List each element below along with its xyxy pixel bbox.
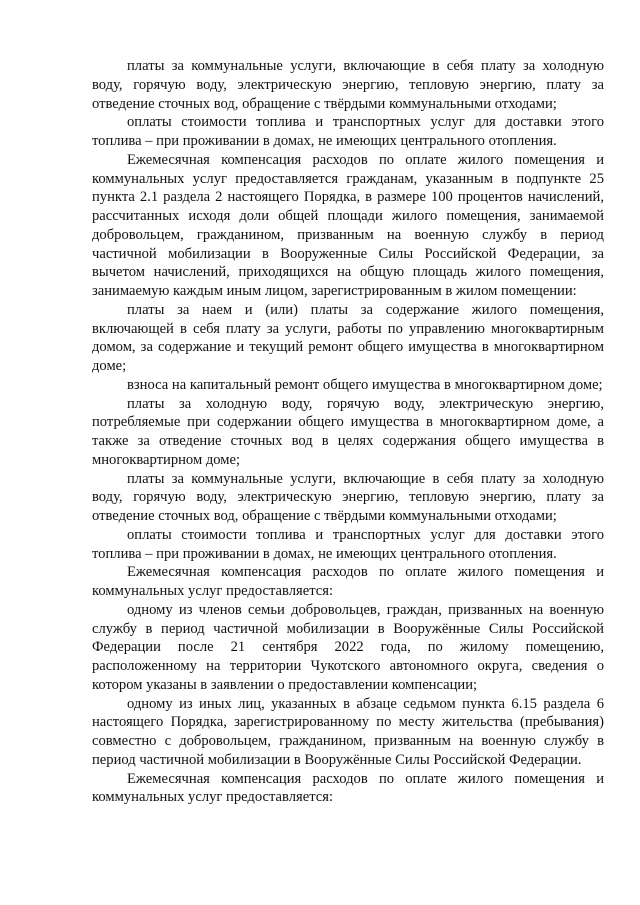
paragraph-utility-payments: платы за коммунальные услуги, включающие в себя плату за холодную воду, горячую воду, электрическую энергию, тепловую энергию, плату за отведение сточных вод, обращение с твёрдыми коммунальными отходами; <box>92 58 604 112</box>
paragraph-rent-maintenance: платы за наем и (или) платы за содержание жилого помещения, включающей в себя плату за услуги, работы по управлению многоквартирным домом, за содержание и текущий ремонт общего имущества в многоквартирном доме; <box>92 301 604 374</box>
paragraph-fuel-costs-2: оплаты стоимости топлива и транспортных услуг для доставки этого топлива – при проживании в домах, не имеющих центрального отопления. <box>92 526 604 562</box>
paragraph-utility-payments-2: платы за коммунальные услуги, включающие в себя плату за холодную воду, горячую воду, электрическую энергию, тепловую энергию, плату за отведение сточных вод, обращение с твёрдыми коммунальными отходами; <box>92 470 604 524</box>
document-page <box>92 57 604 807</box>
paragraph-other-persons: одному из иных лиц, указанных в абзаце седьмом пункта 6.15 раздела 6 настоящего Порядка, зарегистрированному по месту жительства (пребывания) совместно с добровольцем, гражданином, призванным на военную службу в период частичной мобилизации в Вооружённые Силы Российской Федерации. <box>92 695 604 768</box>
paragraph-capital-repair: взноса на капитальный ремонт общего имущества в многоквартирном доме; <box>127 376 603 393</box>
paragraph-compensation-provided-2: Ежемесячная компенсация расходов по оплате жилого помещения и коммунальных услуг предоставляется: <box>92 770 604 806</box>
paragraph-compensation-provided: Ежемесячная компенсация расходов по оплате жилого помещения и коммунальных услуг предоставляется: <box>92 564 604 599</box>
paragraph-compensation-rule: Ежемесячная компенсация расходов по оплате жилого помещения и коммунальных услуг предоставляется гражданам, указанным в подпункте 25 пункта 2.1 раздела 2 настоящего Порядка, в размере 100 процентов начислений, рассчитанных исходя доли общей площади жилого помещения, занимаемой добровольцем, гражданином, призванным на военную службу в период частичной мобилизации в Вооруженные Силы Российской Федерации, за вычетом начислений, приходящихся на общую площадь жилого помещения, занимаемую каждым иным лицом, зарегистрированным в жилом помещении: <box>92 151 604 299</box>
paragraph-family-member: одному из членов семьи добровольцев, граждан, призванных на военную службу в период частичной мобилизации в Вооружённые Силы Российской Федерации после 21 сентября 2022 года, по жилому помещению, расположенному на территории Чукотского автономного округа, сведения о котором указаны в заявлении о предоставлении компенсации; <box>92 601 604 693</box>
paragraph-common-property-utilities: платы за холодную воду, горячую воду, электрическую энергию, потребляемые при содержании общего имущества в многоквартирном доме, а также за отведение сточных вод в целях содержания общего имущества в многоквартирном доме; <box>92 395 604 468</box>
paragraph-fuel-costs: оплаты стоимости топлива и транспортных услуг для доставки этого топлива – при проживании в домах, не имеющих центрального отопления. <box>92 114 604 149</box>
